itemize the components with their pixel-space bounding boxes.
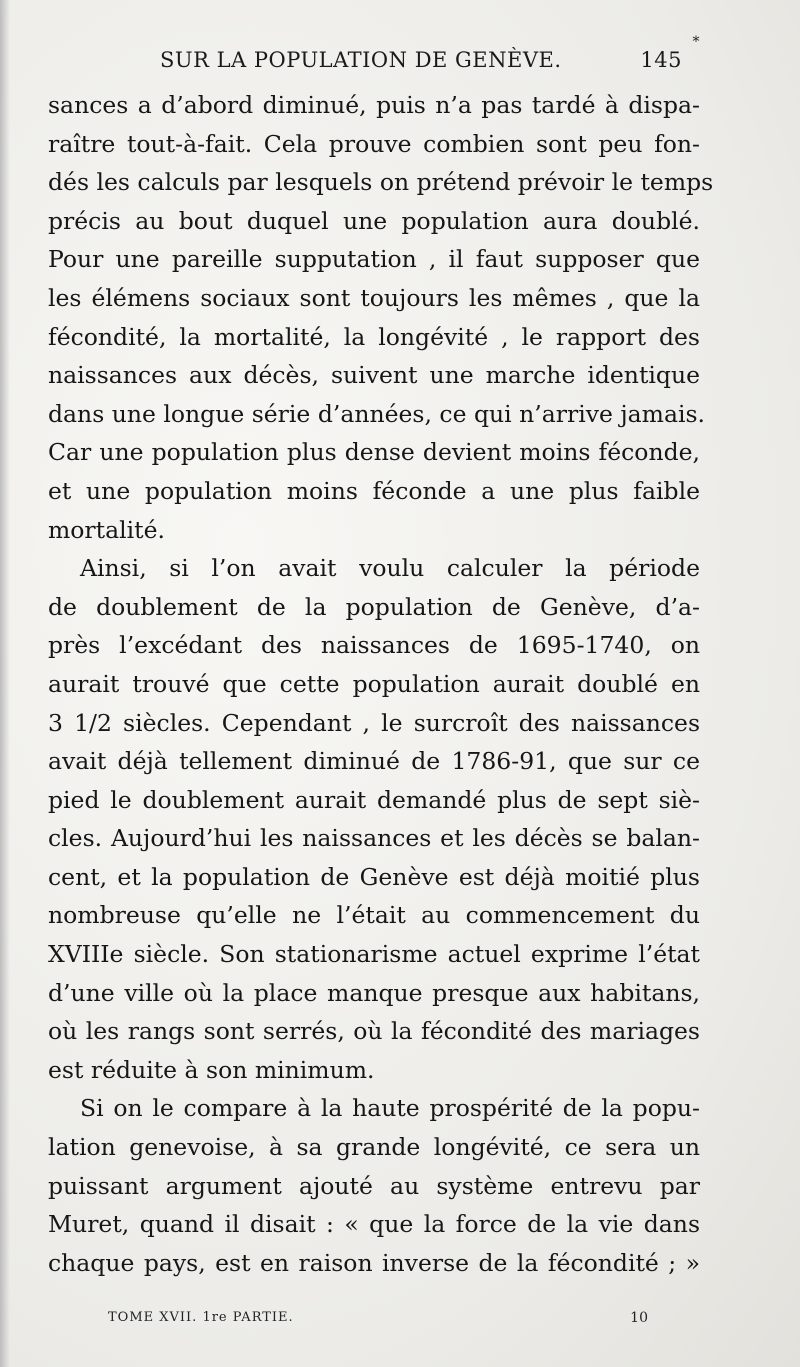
running-header [160, 34, 700, 78]
text-line: Ainsi, si l’on avait voulu calculer la période [80, 554, 700, 583]
text-line: XVIIIe siècle. Son stationarisme actuel exprime l’état [48, 940, 700, 969]
text-line: mortalité. [48, 515, 165, 544]
text-line: puissant argument ajouté au système entrevu par [48, 1171, 700, 1200]
page-number: 145 [640, 48, 682, 72]
text-line: avait déjà tellement diminué de 1786-91, que sur ce [48, 747, 700, 776]
text-line: naissances aux décès, suivent une marche identique [48, 361, 700, 390]
text-line: et une population moins féconde a une plus faible [48, 476, 700, 505]
text-line: dans une longue série d’années, ce qui n’arrive jamais. [48, 399, 706, 428]
text-line: nombreuse qu’elle ne l’était au commencement du [48, 901, 700, 930]
text-line: sances a d’abord diminué, puis n’a pas tardé à dispa- [48, 91, 700, 119]
text-line: dés les calculs par lesquels on prétend prévoir le temps [48, 168, 714, 197]
asterisk-mark: * [692, 34, 700, 50]
text-line: Si on le compare à la haute prospérité de la popu- [80, 1094, 700, 1123]
text-line: fécondité, la mortalité, la longévité , le rapport des [48, 322, 700, 351]
text-line: les élémens sociaux sont toujours les mêmes , que la [48, 283, 700, 312]
body-text [48, 86, 714, 1282]
text-line: cles. Aujourd’hui les naissances et les décès se balan- [48, 824, 700, 853]
text-line: où les rangs sont serrés, où la fécondité des mariages [48, 1017, 700, 1046]
text-line: chaque pays, est en raison inverse de la fécondité ; » [48, 1248, 700, 1277]
text-line: lation genevoise, à sa grande longévité, ce sera un [48, 1133, 700, 1162]
text-line: Muret, quand il disait : « que la force de la vie dans [48, 1210, 700, 1239]
signature-number: 10 [630, 1310, 648, 1326]
text-line: Pour une pareille supputation , il faut supposer que [48, 245, 700, 274]
text-line: cent, et la population de Genève est déjà moitié plus [48, 862, 700, 891]
text-line: est réduite à son minimum. [48, 1055, 375, 1084]
text-line: aurait trouvé que cette population aurait doublé en [48, 669, 700, 698]
text-line: de doublement de la population de Genève, d’a- [48, 592, 700, 621]
text-line: précis au bout duquel une population aura doublé. [48, 206, 700, 235]
text-line: Car une population plus dense devient moins féconde, [48, 438, 700, 467]
running-title: SUR LA POPULATION DE GENÈVE. [160, 48, 562, 72]
text-line: pied le doublement aurait demandé plus de sept siè- [48, 785, 700, 814]
text-line: raître tout-à-fait. Cela prouve combien sont peu fon- [48, 129, 700, 158]
text-line: d’une ville où la place manque presque aux habitans, [48, 978, 700, 1007]
printer-signature: TOME XVII. 1re PARTIE. [108, 1310, 294, 1325]
page-gutter-shadow [0, 0, 10, 1367]
text-line: 3 1/2 siècles. Cependant , le surcroît des naissances [48, 708, 700, 737]
text-line: près l’excédant des naissances de 1695-1740, on [48, 631, 700, 660]
page-footer [108, 1306, 648, 1336]
